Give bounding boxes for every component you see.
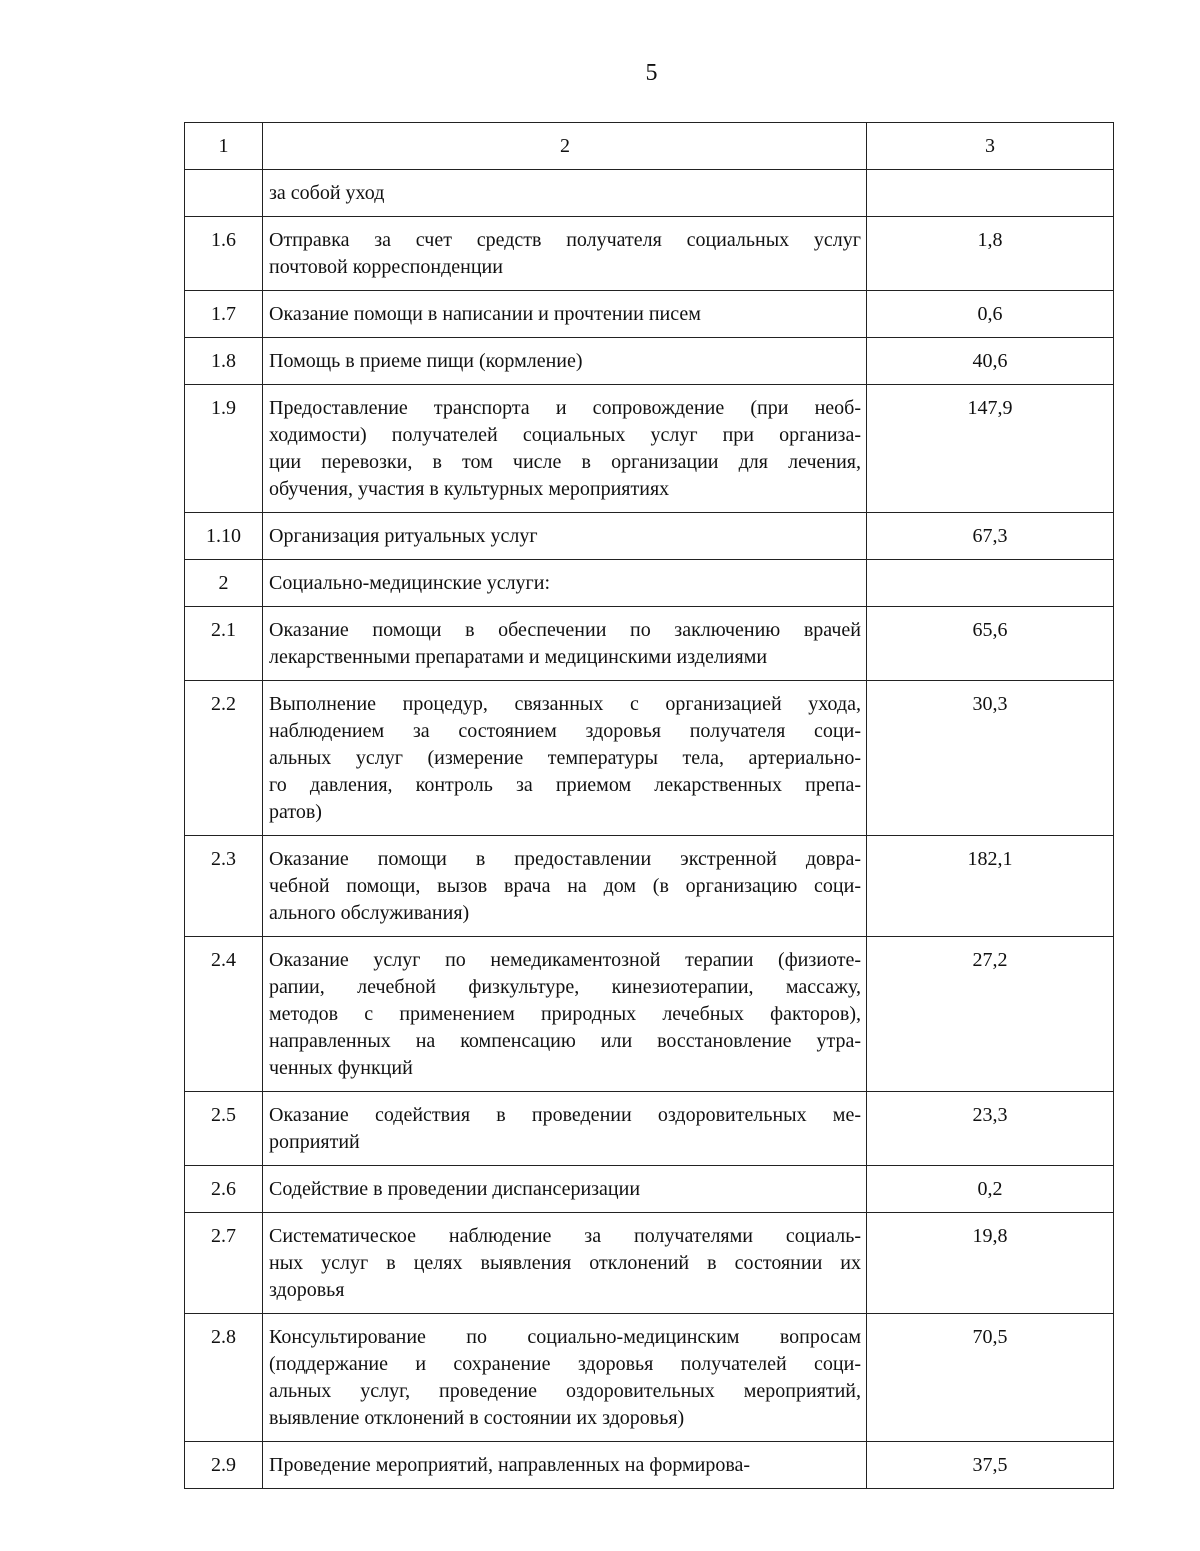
service-name-line: альных услуг, проведение оздоровительных мероприятий, (269, 1380, 861, 1402)
value-cell (867, 170, 1114, 217)
table-row (185, 217, 1114, 291)
service-name-line: чебной помощи, вызов врача на дом (в организацию соци- (269, 875, 861, 897)
service-name-line: ции перевозки, в том числе в организации для лечения, (269, 451, 861, 473)
table-header-row (185, 123, 1114, 170)
header-cell-2: 2 (263, 123, 867, 170)
service-name-line: Организация ритуальных услуг (269, 525, 538, 547)
table-row (185, 836, 1114, 937)
services-table (184, 122, 1114, 1489)
value-cell: 19,8 (867, 1213, 1114, 1314)
service-name-line: Консультирование по социально-медицинским вопросам (269, 1326, 861, 1348)
value-cell: 65,6 (867, 607, 1114, 681)
service-name-line: Содействие в проведении диспансеризации (269, 1178, 641, 1200)
service-name-line: ченных функций (269, 1057, 413, 1079)
service-name-line: рапии, лечебной физкультуре, кинезиотерапии, массажу, (269, 976, 861, 998)
value-cell: 30,3 (867, 681, 1114, 836)
service-name-cell (263, 681, 867, 836)
value-cell: 0,2 (867, 1166, 1114, 1213)
table-row (185, 385, 1114, 513)
value-cell: 182,1 (867, 836, 1114, 937)
service-name-line: (поддержание и сохранение здоровья получателей соци- (269, 1353, 861, 1375)
service-name-cell (263, 1314, 867, 1442)
service-name-line: Оказание помощи в предоставлении экстренной довра- (269, 848, 861, 870)
service-name-line: Систематическое наблюдение за получателями социаль- (269, 1225, 861, 1247)
service-name-line: Отправка за счет средств получателя социальных услуг (269, 229, 861, 251)
row-number-cell: 1.6 (185, 217, 263, 291)
service-name-cell (263, 338, 867, 385)
row-number-cell: 1.10 (185, 513, 263, 560)
row-number-cell: 1.8 (185, 338, 263, 385)
table-row (185, 937, 1114, 1092)
service-name-cell (263, 560, 867, 607)
service-name-cell (263, 836, 867, 937)
row-number-cell: 2.6 (185, 1166, 263, 1213)
row-number-cell: 2.4 (185, 937, 263, 1092)
page-number: 5 (645, 60, 658, 86)
row-number-cell: 2.5 (185, 1092, 263, 1166)
service-name-line: Выполнение процедур, связанных с организацией ухода, (269, 693, 861, 715)
table-row (185, 291, 1114, 338)
value-cell: 37,5 (867, 1442, 1114, 1489)
row-number-cell: 2.3 (185, 836, 263, 937)
service-name-line: лекарственными препаратами и медицинскими изделиями (269, 646, 768, 668)
service-name-cell (263, 1442, 867, 1489)
service-name-line: обучения, участия в культурных мероприятиях (269, 478, 670, 500)
service-name-line: Оказание помощи в написании и прочтении писем (269, 303, 701, 325)
service-name-line: здоровья (269, 1279, 345, 1301)
table-row (185, 560, 1114, 607)
row-number-cell: 2.7 (185, 1213, 263, 1314)
service-name-line: Помощь в приеме пищи (кормление) (269, 350, 583, 372)
service-name-line: наблюдением за состоянием здоровья получателя соци- (269, 720, 861, 742)
service-name-line: за собой уход (269, 182, 385, 204)
value-cell (867, 560, 1114, 607)
service-name-cell (263, 513, 867, 560)
service-name-cell (263, 937, 867, 1092)
table-row (185, 170, 1114, 217)
table-row (185, 1213, 1114, 1314)
value-cell: 1,8 (867, 217, 1114, 291)
service-name-line: Социально-медицинские услуги: (269, 572, 551, 594)
table-row (185, 1166, 1114, 1213)
service-name-cell (263, 607, 867, 681)
row-number-cell: 2.1 (185, 607, 263, 681)
table-row (185, 607, 1114, 681)
value-cell: 147,9 (867, 385, 1114, 513)
service-name-line: ходимости) получателей социальных услуг при организа- (269, 424, 861, 446)
service-name-cell (263, 217, 867, 291)
value-cell: 67,3 (867, 513, 1114, 560)
row-number-cell (185, 170, 263, 217)
table-row (185, 1092, 1114, 1166)
service-name-line: направленных на компенсацию или восстановление утра- (269, 1030, 861, 1052)
service-name-line: го давления, контроль за приемом лекарственных препа- (269, 774, 861, 796)
value-cell: 27,2 (867, 937, 1114, 1092)
service-name-line: ального обслуживания) (269, 902, 470, 924)
service-name-line: Оказание услуг по немедикаментозной терапии (физиоте- (269, 949, 861, 971)
value-cell: 40,6 (867, 338, 1114, 385)
header-cell-3: 3 (867, 123, 1114, 170)
row-number-cell: 1.9 (185, 385, 263, 513)
row-number-cell: 2.2 (185, 681, 263, 836)
value-cell: 70,5 (867, 1314, 1114, 1442)
table-row (185, 513, 1114, 560)
service-name-line: ратов) (269, 801, 322, 823)
service-name-cell (263, 385, 867, 513)
service-name-line: Проведение мероприятий, направленных на формирова- (269, 1454, 751, 1476)
service-name-line: Предоставление транспорта и сопровождение (при необ- (269, 397, 861, 419)
table-row (185, 1442, 1114, 1489)
service-name-line: альных услуг (измерение температуры тела, артериально- (269, 747, 861, 769)
service-name-line: ных услуг в целях выявления отклонений в состоянии их (269, 1252, 861, 1274)
service-name-cell (263, 291, 867, 338)
table-row (185, 338, 1114, 385)
header-cell-1: 1 (185, 123, 263, 170)
service-name-cell (263, 170, 867, 217)
service-name-line: Оказание помощи в обеспечении по заключению врачей (269, 619, 861, 641)
service-name-line: выявление отклонений в состоянии их здоровья) (269, 1407, 685, 1429)
row-number-cell: 2.8 (185, 1314, 263, 1442)
service-name-line: методов с применением природных лечебных факторов), (269, 1003, 861, 1025)
table-row (185, 681, 1114, 836)
table-row (185, 1314, 1114, 1442)
service-name-line: Оказание содействия в проведении оздоровительных ме- (269, 1104, 861, 1126)
row-number-cell: 2.9 (185, 1442, 263, 1489)
service-name-cell (263, 1092, 867, 1166)
row-number-cell: 1.7 (185, 291, 263, 338)
service-name-line: почтовой корреспонденции (269, 256, 503, 278)
service-name-cell (263, 1166, 867, 1213)
service-name-line: роприятий (269, 1131, 360, 1153)
services-table-body (185, 123, 1114, 1489)
row-number-cell: 2 (185, 560, 263, 607)
value-cell: 23,3 (867, 1092, 1114, 1166)
service-name-cell (263, 1213, 867, 1314)
value-cell: 0,6 (867, 291, 1114, 338)
